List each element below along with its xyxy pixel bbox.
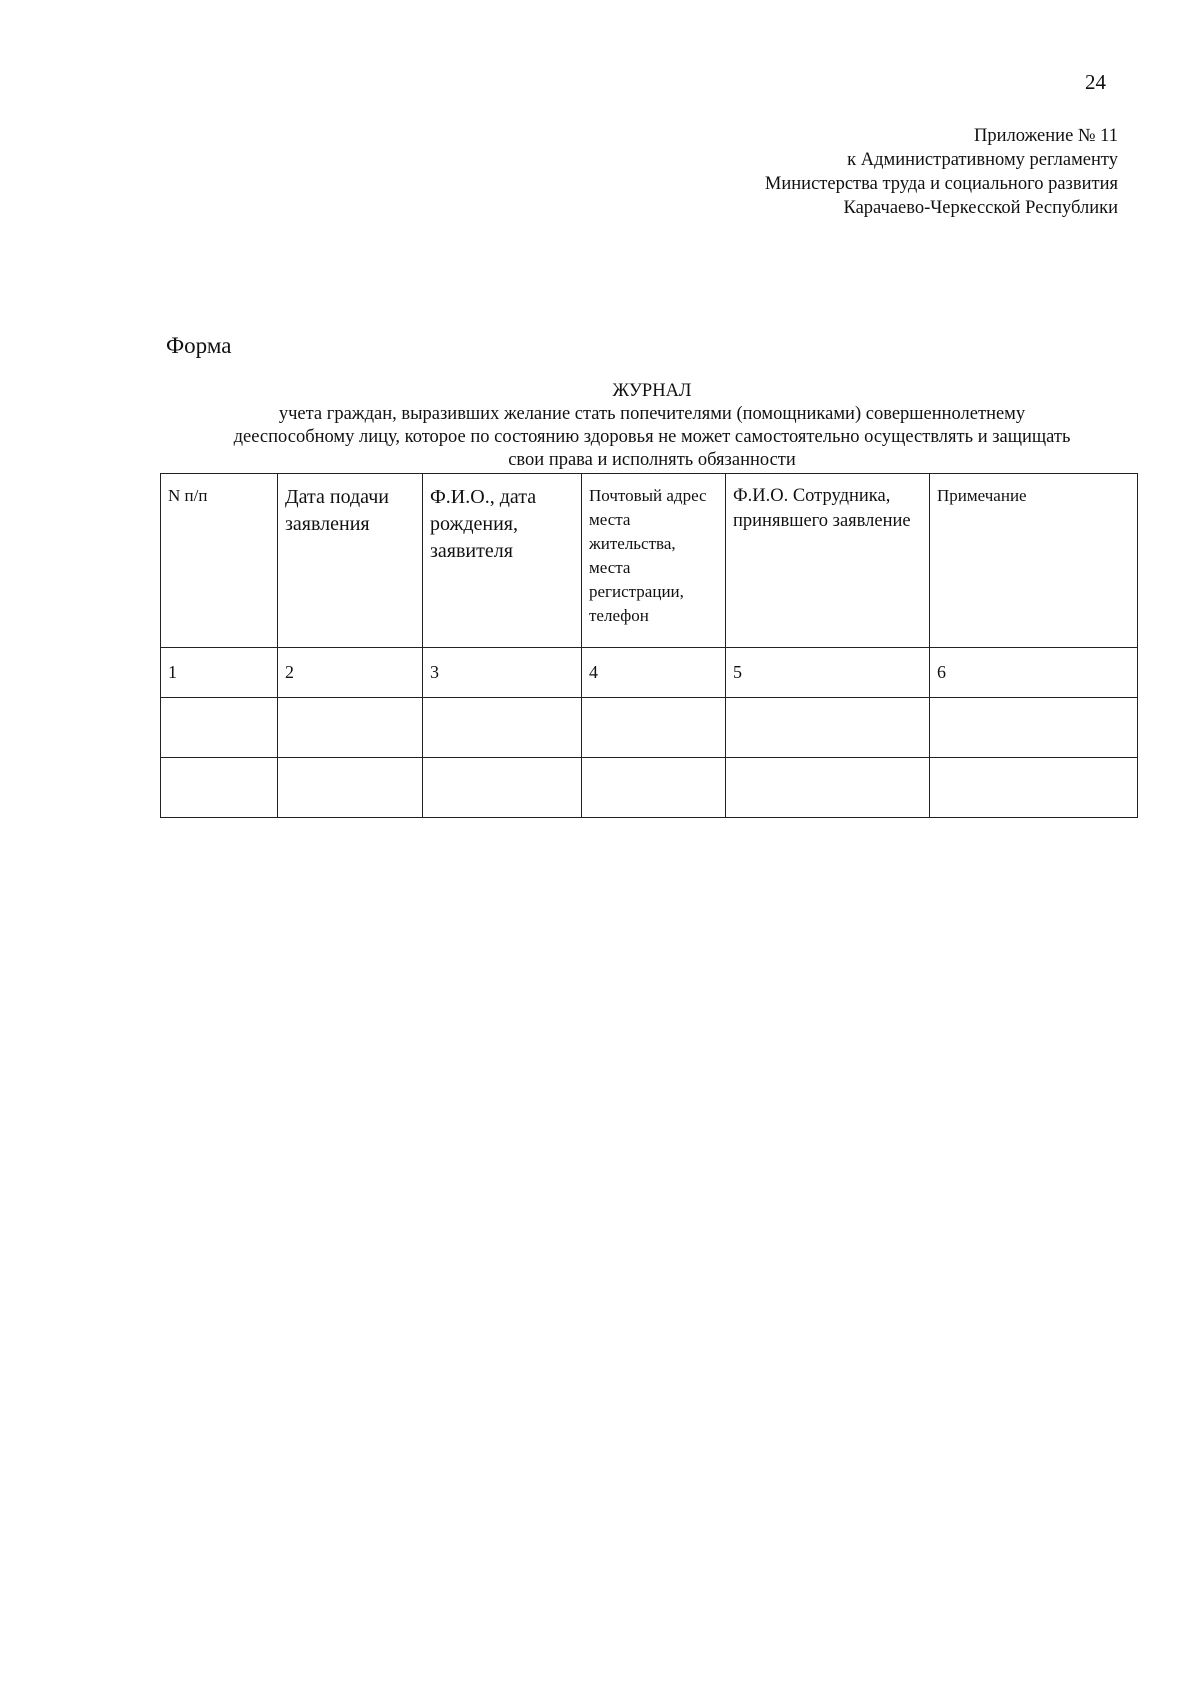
appendix-line-1: Приложение № 11 <box>973 126 1118 146</box>
form-label: Форма <box>166 333 232 358</box>
journal-subtitle-line-1: учета граждан, выразивших желание стать попечителями (помощниками) совершеннолетнему <box>278 404 1026 424</box>
empty-cell <box>161 698 278 758</box>
journal-title: ЖУРНАЛ <box>612 381 692 401</box>
column-number-cell: 4 <box>582 648 726 698</box>
header-cell-note: Примечание <box>930 474 1138 648</box>
empty-cell <box>726 698 930 758</box>
header-cell-date: Дата подачи заявления <box>278 474 423 648</box>
column-number-cell: 3 <box>423 648 582 698</box>
empty-cell <box>930 698 1138 758</box>
appendix-header <box>518 124 1118 220</box>
header-cell-number: N п/п <box>161 474 278 648</box>
empty-cell <box>161 758 278 818</box>
header-cell-applicant-name: Ф.И.О., дата рождения, заявителя <box>423 474 582 648</box>
page-number: 24 <box>1085 70 1106 94</box>
table-header-row <box>161 474 1138 648</box>
empty-cell <box>278 698 423 758</box>
appendix-line-3: Министерства труда и социального развития <box>764 174 1118 194</box>
empty-cell <box>930 758 1138 818</box>
empty-cell <box>423 698 582 758</box>
column-number-row <box>161 648 1138 698</box>
table-row <box>161 698 1138 758</box>
header-cell-employee-name: Ф.И.О. Сотрудника, принявшего заявление <box>726 474 930 648</box>
empty-cell <box>423 758 582 818</box>
empty-cell <box>278 758 423 818</box>
column-number-cell: 1 <box>161 648 278 698</box>
journal-table <box>160 473 1138 818</box>
column-number-cell: 6 <box>930 648 1138 698</box>
header-cell-address: Почтовый адрес места жительства, места регистрации, телефон <box>582 474 726 648</box>
empty-cell <box>582 698 726 758</box>
table-row <box>161 758 1138 818</box>
empty-cell <box>582 758 726 818</box>
column-number-cell: 2 <box>278 648 423 698</box>
column-number-cell: 5 <box>726 648 930 698</box>
journal-title-block <box>162 380 1142 472</box>
appendix-line-4: Карачаево-Черкесской Республики <box>843 198 1118 218</box>
journal-subtitle-line-3: свои права и исполнять обязанности <box>508 450 796 470</box>
journal-subtitle-line-2: дееспособному лицу, которое по состоянию здоровья не может самостоятельно осуществлять и защищать <box>233 427 1071 447</box>
empty-cell <box>726 758 930 818</box>
appendix-line-2: к Административному регламенту <box>847 150 1118 170</box>
